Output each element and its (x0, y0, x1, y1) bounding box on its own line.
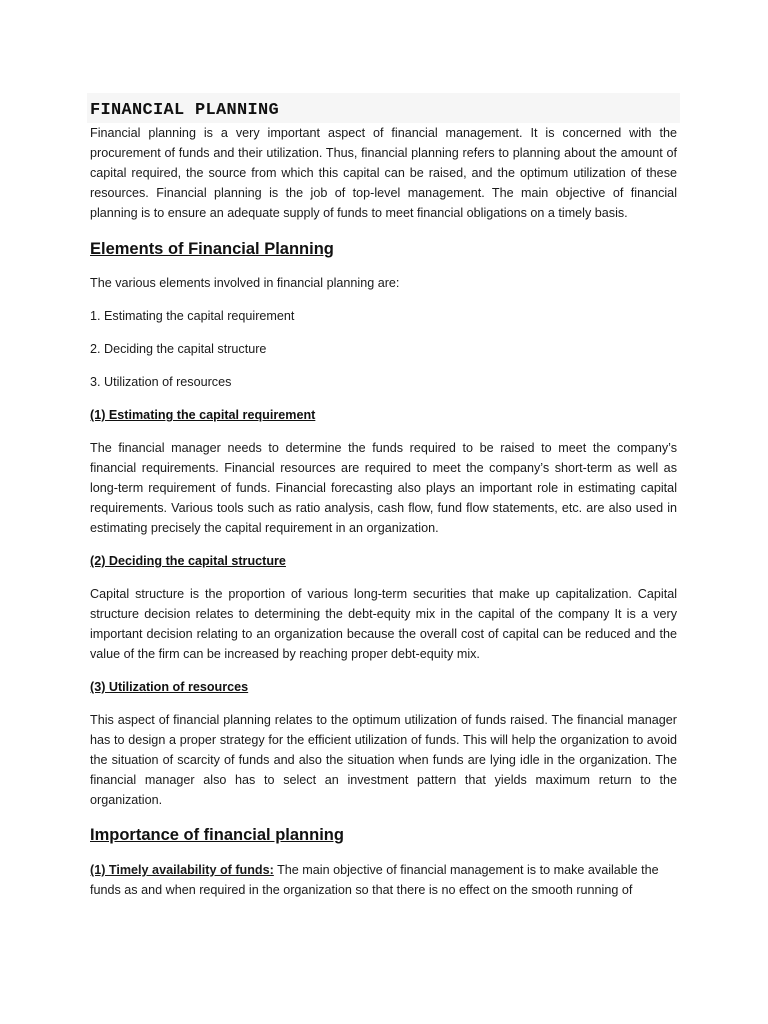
section-heading-capital-structure: (2) Deciding the capital structure (90, 554, 286, 568)
elements-list-item-3: 3. Utilization of resources (90, 375, 232, 389)
title-band (87, 93, 680, 123)
importance-heading: Importance of financial planning (90, 826, 344, 844)
section-heading-capital-requirement: (1) Estimating the capital requirement (90, 408, 316, 422)
importance-item-1-body: The main objective of financial management is to make available the funds as and when required in the organization so that there is no effect on the smooth running of (90, 863, 659, 897)
section-body-utilization: This aspect of financial planning relates to the optimum utilization of funds raised. The financial manager has to design a proper strategy for the efficient utilization of funds. This will help the organization to avoid the situation of scarcity of funds and also the situation when funds are lying idle in the organization. The financial manager also has to select an investment pattern that yields maximum return to the organization. (90, 713, 677, 807)
elements-heading: Elements of Financial Planning (90, 240, 334, 258)
elements-lead-text: The various elements involved in financial planning are: (90, 276, 400, 290)
document-title: FINANCIAL PLANNING (90, 101, 280, 120)
intro-paragraph: Financial planning is a very important aspect of financial management. It is concerned with the procurement of funds and their utilization. Thus, financial planning refers to planning about the amount of capital required, the source from which this capital can be raised, and the optimum utilization of these resources. Financial planning is the job of top-level management. The main objective of financial planning is to ensure an adequate supply of funds to meet financial obligations on a timely basis. (90, 126, 677, 220)
document-page (90, 93, 677, 900)
section-body-capital-structure: Capital structure is the proportion of various long-term securities that make up capitalization. Capital structure decision relates to determining the debt-equity mix in the capital of the company It is a very important decision relating to an organization because the overall cost of capital can be reduced and the value of the firm can be increased by reaching proper debt-equity mix. (90, 587, 677, 661)
section-heading-utilization: (3) Utilization of resources (90, 680, 249, 694)
section-body-capital-requirement: The financial manager needs to determine the funds required to be raised to meet the company’s financial requirements. Financial resources are required to meet the company’s short-term as well as long-term requirement of funds. Financial forecasting also plays an important role in estimating capital requirements. Various tools such as ratio analysis, cash flow, fund flow statements, etc. are also used in estimating precisely the capital requirement in an organization. (90, 441, 677, 535)
importance-item-1 (90, 860, 677, 900)
elements-list-item-2: 2. Deciding the capital structure (90, 342, 267, 356)
importance-item-1-heading: (1) Timely availability of funds: (90, 863, 274, 877)
elements-list-item-1: 1. Estimating the capital requirement (90, 309, 295, 323)
